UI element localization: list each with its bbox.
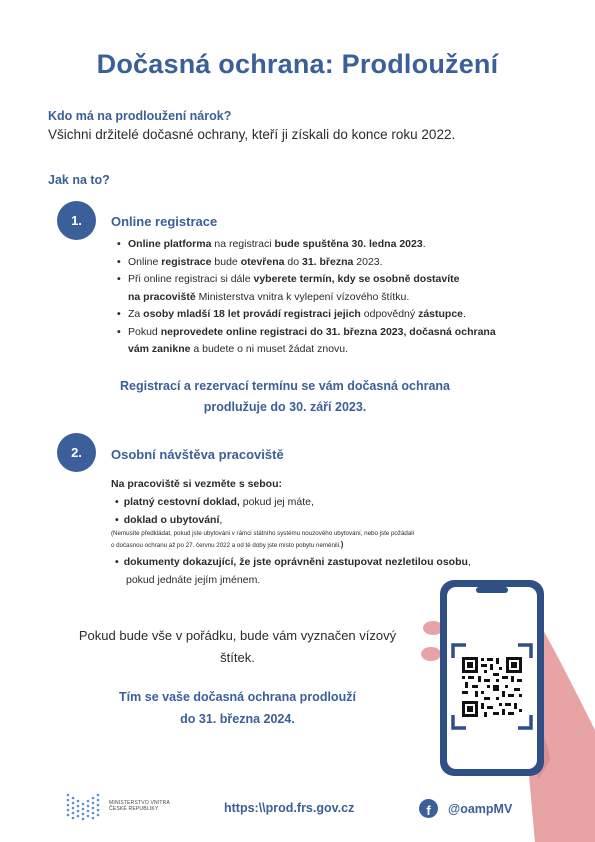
list-item: • Online platforma na registraci bude spuštěna 30. ledna 2023. xyxy=(117,236,496,254)
step-1-title: Online registrace xyxy=(111,214,218,229)
step-2-lead: Na pracoviště si vezměte s sebou: xyxy=(111,478,282,490)
ministry-logo xyxy=(66,791,170,821)
ministry-name: MINISTERSTVO VNITRA ČESKÉ REPUBLIKY xyxy=(109,799,171,812)
facebook-icon: f xyxy=(419,799,438,818)
list-item: • doklad o ubytování, xyxy=(115,514,223,526)
list-item: • Pokud neprovedete online registraci do 31. března 2023, dočasná ochrana vám zanikne a budete o ni muset žádat znovu. xyxy=(117,324,496,359)
final-statement: Tím se vaše dočasná ochrana prodlouží do 31. března 2024. xyxy=(119,690,356,726)
list-item: • Při online registraci si dále vyberete termín, kdy se osobně dostavíte na pracoviště Ministerstva vnitra k vylepení vízového štítku. xyxy=(117,271,496,306)
list-item: • platný cestovní doklad, pokud jej máte, xyxy=(115,496,314,508)
step-2-title: Osobní návštěva pracoviště xyxy=(111,447,284,462)
facebook-link[interactable] xyxy=(419,799,512,818)
page-title: Dočasná ochrana: Prodloužení xyxy=(96,49,499,79)
website-link[interactable]: https:\\prod.frs.gov.cz xyxy=(224,801,355,815)
howto-question: Jak na to? xyxy=(48,173,110,187)
ministry-logo-icon xyxy=(66,791,104,821)
qr-code-icon xyxy=(461,656,523,718)
facebook-handle: @oampMV xyxy=(448,801,513,816)
list-item-continuation: pokud jednáte jejím jménem. xyxy=(126,574,261,586)
accommodation-note: (Nemusíte předkládat, pokud jste ubytováni v rámci státního systému nouzového ubytování, nebo jste požádali o dočasnou ochranu až po 27. červnu 2022 a od té doby jste místo pobytu neměnili.) xyxy=(111,530,415,549)
step-1-list xyxy=(117,236,496,359)
list-item: • Za osoby mladší 18 let provádí registraci jejich odpovědný zástupce. xyxy=(117,306,496,324)
step-1-badge: 1. xyxy=(57,201,96,240)
eligibility-question: Kdo má na prodloužení nárok? xyxy=(48,109,232,123)
outcome-text: Pokud bude vše v pořádku, bude vám vyznačen vízový štítek. xyxy=(78,628,397,665)
list-item: • Online registrace bude otevřena do 31. března 2023. xyxy=(117,254,496,272)
step-2-badge: 2. xyxy=(57,433,96,472)
eligibility-answer: Všichni držitelé dočasné ochrany, kteří ji získali do konce roku 2022. xyxy=(48,127,456,142)
step-1-highlight: Registrací a rezervací termínu se vám dočasná ochrana prodlužuje do 30. září 2023. xyxy=(119,379,451,414)
list-item: • dokumenty dokazující, že jste oprávněni zastupovat nezletilou osobu, xyxy=(115,556,471,568)
